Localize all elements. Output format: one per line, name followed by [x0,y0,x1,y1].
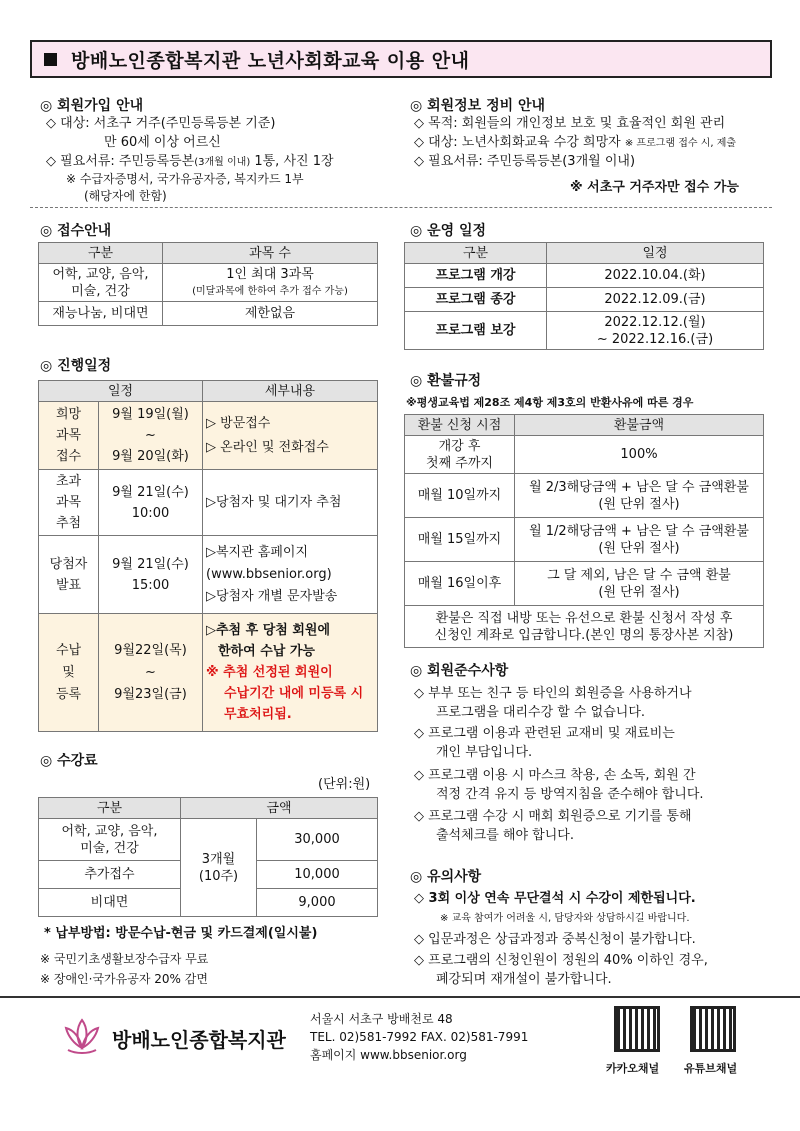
table-header: 환불금액 [515,415,764,436]
table-cell: 어학, 교양, 음악, 미술, 건강 [39,819,181,861]
schedule-table [404,242,764,350]
caution-line: ◇ 3회 이상 연속 무단결석 시 수강이 제한됩니다. [414,891,696,906]
youtube-qr-label: 유튜브채널 [684,1062,738,1075]
table-header: 구분 [39,243,163,264]
table-cell: ▷추첨 후 당첨 회원에 한하여 수납 가능 ※ 추첨 선정된 회원이 수납기간 내에 미등록 시 무효처리됨. [203,614,378,732]
caution-line: ◇ 입문과정은 상급과정과 중복신청이 불가합니다. [414,932,696,947]
table-cell: 9월 21일(수) 10:00 [99,470,203,536]
table-cell: 희망 과목 접수 [39,402,99,470]
table-cell: 프로그램 개강 [405,264,547,288]
fee-payment: * 납부방법: 방문수납-현금 및 카드결제(일시불) [44,926,318,941]
reception-heading: ◎ 접수안내 [40,223,112,239]
rules-line: 프로그램을 대리수강 할 수 없습니다. [436,705,646,720]
table-cell: 비대면 [39,889,181,917]
table-cell: 2022.12.09.(금) [547,288,764,312]
fee-note: ※ 국민기초생활보장수급자 무료 [40,952,209,966]
table-cell: 100% [515,436,764,474]
fee-table [38,797,378,917]
table-cell: ▷복지관 홈페이지 (www.bbsenior.org) ▷당첨자 개별 문자발송 [203,536,378,614]
table-cell: 초과 과목 추첨 [39,470,99,536]
table-header: 구분 [39,798,181,819]
rules-line: 출석체크를 해야 합니다. [436,828,574,843]
table-cell: 매월 15일까지 [405,518,515,562]
square-bullet-icon [44,53,57,66]
membership-note: ※ 수급자증명서, 국가유공자증, 복지카드 1부 [66,172,304,186]
refund-heading: ◎ 환불규정 [410,373,482,389]
table-cell: 그 달 제외, 남은 달 수 금액 환불 (원 단위 절사) [515,562,764,606]
youtube-qr-code[interactable] [690,1006,736,1052]
kakao-qr-label: 카카오채널 [606,1062,660,1075]
table-cell: 9월 19일(월) ~ 9월 20일(화) [99,402,203,470]
footer-address: 서울시 서초구 방배천로 48 [310,1012,453,1026]
rules-line: ◇ 부부 또는 친구 등 타인의 회원증을 사용하거나 [414,686,692,701]
info-note: ※ 서초구 거주자만 접수 가능 [570,180,739,195]
table-cell: ▷당첨자 및 대기자 추첨 [203,470,378,536]
schedule-heading: ◎ 운영 일정 [410,223,487,239]
table-cell: 월 2/3해당금액 + 남은 달 수 금액환불 (원 단위 절사) [515,474,764,518]
table-header: 일정 [39,381,203,402]
page-title [30,40,772,78]
table-header: 구분 [405,243,547,264]
table-header: 과목 수 [163,243,378,264]
rules-heading: ◎ 회원준수사항 [410,663,509,679]
membership-docs: ◇ 필요서류: 주민등록등본(3개월 이내) 1통, 사진 1장 [46,154,334,169]
caution-line: ◇ 프로그램의 신청인원이 정원의 40% 이하인 경우, [414,953,708,968]
rules-line: ◇ 프로그램 수강 시 매회 회원증으로 기기를 통해 [414,809,692,824]
process-heading: ◎ 진행일정 [40,358,112,374]
rules-line: ◇ 프로그램 이용과 관련된 교재비 및 재료비는 [414,726,675,741]
table-cell: 프로그램 종강 [405,288,547,312]
membership-target: ◇ 대상: 서초구 거주(주민등록등본 기준) [46,116,276,131]
table-cell: 어학, 교양, 음악, 미술, 건강 [39,264,163,302]
membership-heading: ◎ 회원가입 안내 [40,98,144,114]
table-header: 금액 [181,798,378,819]
fee-heading: ◎ 수강료 [40,753,98,769]
table-cell: 환불은 직접 내방 또는 유선으로 환불 신청서 작성 후 신청인 계좌로 입금합니다.(본인 명의 통장사본 지참) [405,606,764,648]
table-cell: 추가접수 [39,861,181,889]
table-header: 일정 [547,243,764,264]
table-cell: 월 1/2해당금액 + 남은 달 수 금액환불 (원 단위 절사) [515,518,764,562]
table-cell: 수납 및 등록 [39,614,99,732]
membership-note-2: (해당자에 한함) [84,189,167,203]
table-header: 환불 신청 시점 [405,415,515,436]
table-cell: 2022.12.12.(월) ~ 2022.12.16.(금) [547,312,764,350]
footer-website[interactable]: 홈페이지 www.bbsenior.org [310,1048,467,1062]
fee-note: ※ 장애인·국가유공자 20% 감면 [40,972,208,986]
table-cell: 매월 16일이후 [405,562,515,606]
table-cell: 프로그램 보강 [405,312,547,350]
rules-line: 개인 부담입니다. [436,745,533,760]
table-cell: 9,000 [257,889,378,917]
reception-table [38,242,378,326]
table-cell: 9월 21일(수) 15:00 [99,536,203,614]
refund-law: ※평생교육법 제28조 제4항 제3호의 반환사유에 따른 경우 [406,396,694,409]
footer-phone: TEL. 02)581-7992 FAX. 02)581-7991 [310,1030,529,1044]
caution-heading: ◎ 유의사항 [410,869,482,885]
table-cell: 개강 후 첫째 주까지 [405,436,515,474]
fee-unit: (단위:원) [318,777,371,792]
divider [30,207,772,208]
table-cell: 당첨자 발표 [39,536,99,614]
info-target: ◇ 대상: 노년사회화교육 수강 희망자 ※ 프로그램 접수 시, 제출 [414,135,737,150]
info-docs: ◇ 필요서류: 주민등록등본(3개월 이내) [414,154,636,169]
table-cell: 매월 10일까지 [405,474,515,518]
footer-divider [0,996,800,998]
table-cell: ▷ 방문접수 ▷ 온라인 및 전화접수 [203,402,378,470]
process-table [38,380,378,732]
table-cell: 3개월 (10주) [181,819,257,917]
table-cell: 2022.10.04.(화) [547,264,764,288]
kakao-qr-code[interactable] [614,1006,660,1052]
table-cell: 10,000 [257,861,378,889]
table-cell: 제한없음 [163,302,378,326]
table-cell: 9월22일(목) ~ 9월23일(금) [99,614,203,732]
table-cell: 1인 최대 3과목 (미달과목에 한하여 추가 접수 가능) [163,264,378,302]
caution-subnote: ※ 교육 참여가 어려울 시, 담당자와 상담하시길 바랍니다. [440,913,690,924]
rules-line: 적정 간격 유지 등 방역지침을 준수해야 합니다. [436,787,704,802]
info-purpose: ◇ 목적: 회원들의 개인정보 보호 및 효율적인 회원 관리 [414,116,726,131]
title-text: 방배노인종합복지관 노년사회화교육 이용 안내 [71,49,470,72]
rules-line: ◇ 프로그램 이용 시 마스크 착용, 손 소독, 회원 간 [414,768,696,783]
table-cell: 30,000 [257,819,378,861]
info-heading: ◎ 회원정보 정비 안내 [410,98,546,114]
caution-line: 폐강되며 재개설이 불가합니다. [436,972,612,987]
refund-table [404,414,764,648]
lotus-logo-icon [60,1016,104,1056]
footer-org-name: 방배노인종합복지관 [112,1028,286,1052]
table-cell: 재능나눔, 비대면 [39,302,163,326]
table-header: 세부내용 [203,381,378,402]
membership-target-age: 만 60세 이상 어르신 [104,135,221,150]
